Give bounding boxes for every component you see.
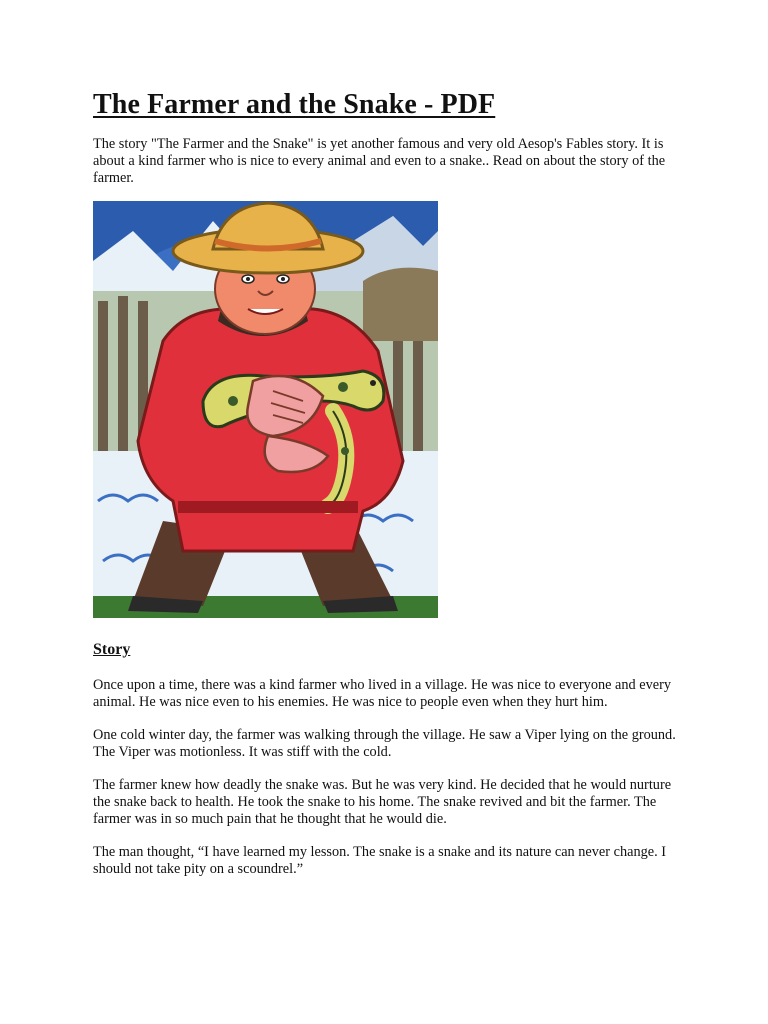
farmer-holding-snake-illustration <box>93 201 438 618</box>
story-paragraph: Once upon a time, there was a kind farmer who lived in a village. He was nice to everyone and every animal. He was nice even to his enemies. He was nice to people even when they hurt him. <box>93 677 672 710</box>
document-page <box>93 88 683 878</box>
page-title: The Farmer and the Snake - PDF <box>93 89 496 120</box>
story-paragraph: The man thought, “I have learned my lesson. The snake is a snake and its nature can never change. I should not take pity on a scoundrel.” <box>93 844 666 877</box>
section-heading-story: Story <box>93 641 131 658</box>
story-paragraph: One cold winter day, the farmer was walking through the village. He saw a Viper lying on the ground. The Viper was motionless. It was stiff with the cold. <box>93 727 676 760</box>
story-paragraph: The farmer knew how deadly the snake was. But he was very kind. He decided that he would nurture the snake back to health. He took the snake to his home. The snake revived and bit the farmer. The farmer was in so much pain that he thought that he would die. <box>93 777 672 827</box>
intro-paragraph: The story "The Farmer and the Snake" is yet another famous and very old Aesop's Fables story. It is about a kind farmer who is nice to every animal and even to a snake.. Read on about the story of the farmer. <box>93 136 666 186</box>
